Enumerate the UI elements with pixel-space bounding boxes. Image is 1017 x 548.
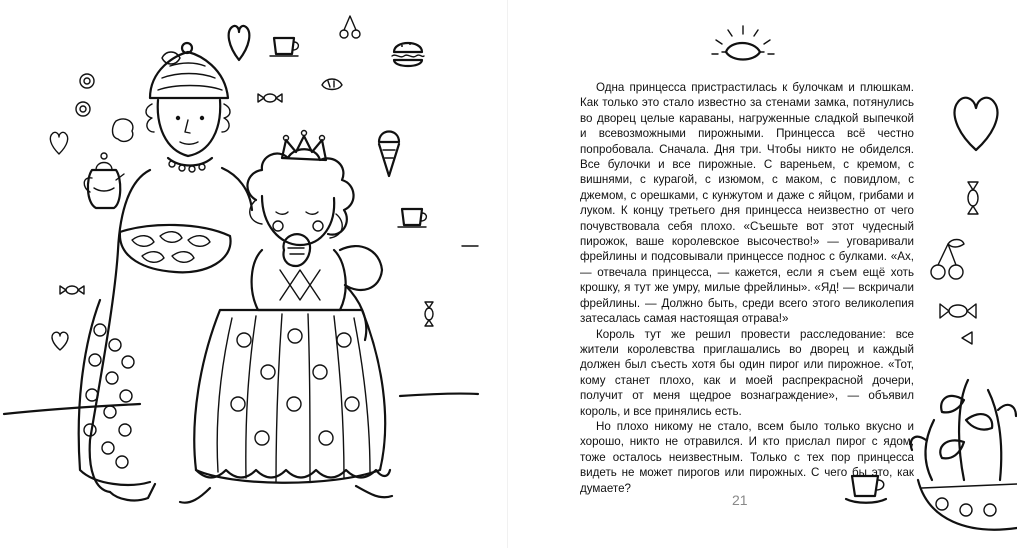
story-paragraph: Одна принцесса пристрастилась к булочкам и плюшкам. Как только это стало известно за стенами замка, потянулись во дворец целые караваны, нагруженные сладкой выпечкой и всевозможными пирожными. Принцесса всё честно попробовала. Сначала. Дня три. Чтобы никто не обиделся. Все булочки и все пирожные. С вареньем, с кремом, с вишнями, с курагой, с изюмом, с маком, с повидлом, с джемом, с орешками, с кунжутом и даже с яйцом, грибами и луком. К концу третьего дня принцесса неизвестно от чего почувствовала себя плохо. «Съешьте вот этот чудесный пирожок, ваше королевское высочество!» — уговаривали фрейлины и подсовывали принцессе поднос с булками. «Ах, — отвечала принцесса, — кажется, если я съем ещё хоть крошку, я тут же умру, милые фрейлины». «Яд! — вскричали фрейлины. — Должно быть, среди всего этого великолепия затесалась самая настоящая отрава!» [580, 81, 914, 326]
heart-icon [50, 330, 70, 352]
candy-icon [256, 90, 284, 106]
candy-icon [962, 180, 984, 216]
cake-icon [110, 115, 138, 145]
heart-icon [226, 22, 252, 62]
cake-icon [320, 75, 344, 93]
cup-icon [398, 205, 434, 231]
cherry-icon [928, 236, 968, 282]
heart-icon [48, 130, 70, 156]
page-number: 21 [732, 492, 748, 508]
burger-icon [390, 38, 426, 70]
princess-figure [0, 0, 508, 548]
teapot-icon [82, 148, 126, 212]
illustration-page [0, 0, 508, 548]
story-paragraph: Но плохо никому не стало, всем было только вкусно и хорошо, никто не отравился. И кто прислал пирог с ядом, тоже осталось неизвестным. Только с тех пор принцесса видеть не может пирогов или пирожных. С чего бы это, как думаете? [580, 419, 914, 495]
skirt-dots [231, 329, 359, 445]
lemon-icon [74, 100, 92, 118]
candy-icon [58, 282, 86, 298]
heart-icon [948, 92, 1004, 154]
cherry-icon [338, 12, 364, 40]
candy-icon [420, 300, 438, 328]
ice-cream-icon [375, 128, 403, 180]
lemon-icon [708, 22, 778, 72]
crown-icon [460, 240, 480, 252]
cup-icon [270, 34, 306, 60]
candy-icon [938, 300, 978, 322]
story-text [580, 80, 914, 496]
lemon-icon [960, 330, 974, 346]
lemon-icon [160, 50, 182, 66]
story-paragraph: Король тут же решил провести расследование: все жители королевства приглашались во дворец и каждый должен был съесть хотя бы один пирог или пирожное. «Тот, кому станет плохо, как и моей распрекрасной дочери, получит от меня щедрое вознаграждение», — объявил король, и все принялись есть. [580, 327, 914, 418]
lemon-icon [78, 72, 96, 90]
plant-pot-icon [908, 360, 1017, 548]
